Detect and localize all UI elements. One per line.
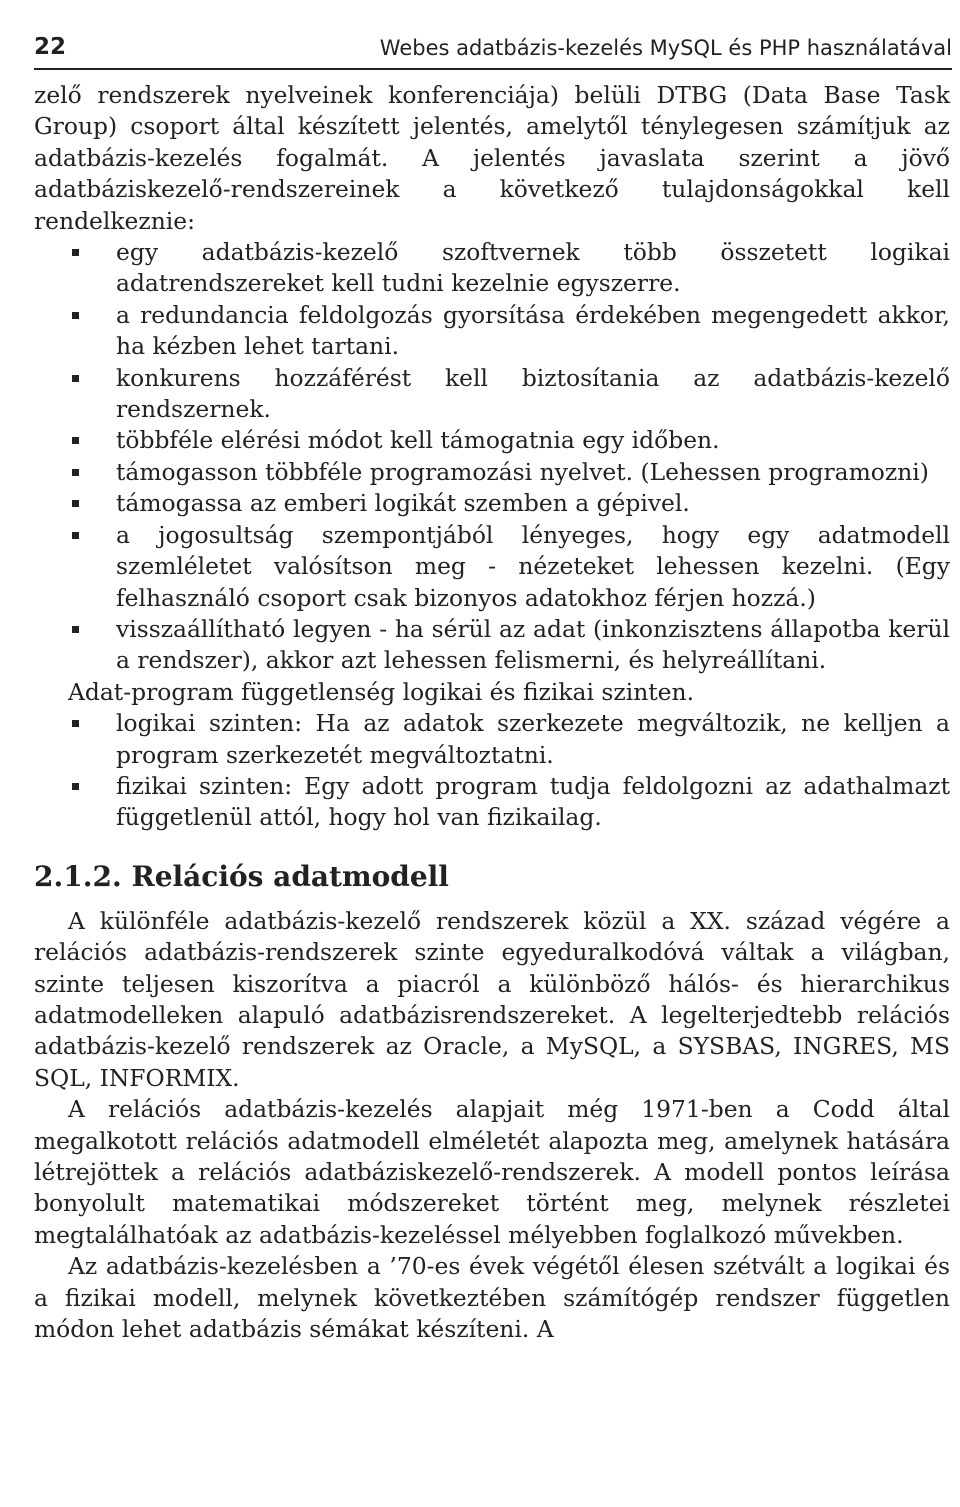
- list-item: támogasson többféle programozási nyelvet. (Lehessen programozni): [34, 457, 950, 488]
- independence-list: [34, 708, 950, 834]
- section-paragraph: A relációs adatbázis-kezelés alapjait még 1971-ben a Codd által megalkotott relációs adatmodell elméletét alapozta meg, amelynek hatására létrejöttek a relációs adatbáziskezelő-rendszerek. A modell pontos leírása bonyolult matematikai módszereket történt meg, melynek részletei megtalálhatóak az adatbázis-kezeléssel mélyebben foglalkozó művekben.: [34, 1095, 950, 1249]
- bullet-icon: [72, 532, 79, 539]
- bullet-icon: [72, 720, 79, 727]
- section-heading: 2.1.2. Relációs adatmodell: [34, 859, 449, 893]
- list-item: visszaállítható legyen - ha sérül az adat (inkonzisztens állapotba kerül a rendszer), akkor azt lehessen felismerni, és helyreállítani.: [34, 614, 950, 677]
- page-header: [34, 30, 952, 70]
- list-item: logikai szinten: Ha az adatok szerkezete megváltozik, ne kelljen a program szerkezetét megváltoztatni.: [34, 708, 950, 771]
- list-item: többféle elérési módot kell támogatnia egy időben.: [34, 425, 950, 456]
- independence-intro: Adat-program függetlenség logikai és fizikai szinten.: [68, 677, 695, 706]
- bullet-icon: [72, 500, 79, 507]
- list-item: a jogosultság szempontjából lényeges, hogy egy adatmodell szemléletet valósítson meg - nézeteket lehessen kezelni. (Egy felhasználó csoport csak bizonyos adatokhoz férjen hozzá.): [34, 520, 950, 614]
- bullet-icon: [72, 437, 79, 444]
- requirements-list: [34, 237, 950, 677]
- intro-paragraph: zelő rendszerek nyelveinek konferenciája) belüli DTBG (Data Base Task Group) csoport által készített jelentés, amelytől ténylegesen számítjuk az adatbázis-kezelés fogalmát. A jelentés javaslata szerint a jövő adatbáziskezelő-rendszereinek a következő tulajdonságokkal kell rendelkeznie:: [34, 81, 950, 235]
- section-paragraph: A különféle adatbázis-kezelő rendszerek közül a XX. század végére a relációs adatbázis-rendszerek szinte egyeduralkodóvá váltak a világban, szinte teljesen kiszorítva a piacról a különböző hálós- és hierarchikus adatmodelleken alapuló adatbázisrendszereket. A legelterjedtebb relációs adatbázis-kezelő rendszerek az Oracle, a MySQL, a SYSBAS, INGRES, MS SQL, INFORMIX.: [34, 906, 950, 1092]
- list-item: támogassa az emberi logikát szemben a gépivel.: [34, 488, 950, 519]
- bullet-icon: [72, 249, 79, 256]
- section-paragraph: Az adatbázis-kezelésben a ’70-es évek végétől élesen szétvált a logikai és a fizikai modell, melynek következtében számítógép rendszer független módon lehet adatbázis sémákat készíteni. A: [34, 1252, 950, 1344]
- list-item: a redundancia feldolgozás gyorsítása érdekében megengedett akkor, ha kézben lehet tartani.: [34, 300, 950, 363]
- bullet-icon: [72, 312, 79, 319]
- bullet-icon: [72, 469, 79, 476]
- page-number: 22: [34, 34, 67, 60]
- bullet-icon: [72, 375, 79, 382]
- list-item: egy adatbázis-kezelő szoftvernek több összetett logikai adatrendszereket kell tudni kezelnie egyszerre.: [34, 237, 950, 300]
- list-item: konkurens hozzáférést kell biztosítania az adatbázis-kezelő rendszernek.: [34, 363, 950, 426]
- list-item: fizikai szinten: Egy adott program tudja feldolgozni az adathalmazt függetlenül attól, hogy hol van fizikailag.: [34, 771, 950, 834]
- page-body: [34, 80, 950, 1345]
- bullet-icon: [72, 626, 79, 633]
- bullet-icon: [72, 783, 79, 790]
- running-title: Webes adatbázis-kezelés MySQL és PHP használatával: [379, 36, 952, 60]
